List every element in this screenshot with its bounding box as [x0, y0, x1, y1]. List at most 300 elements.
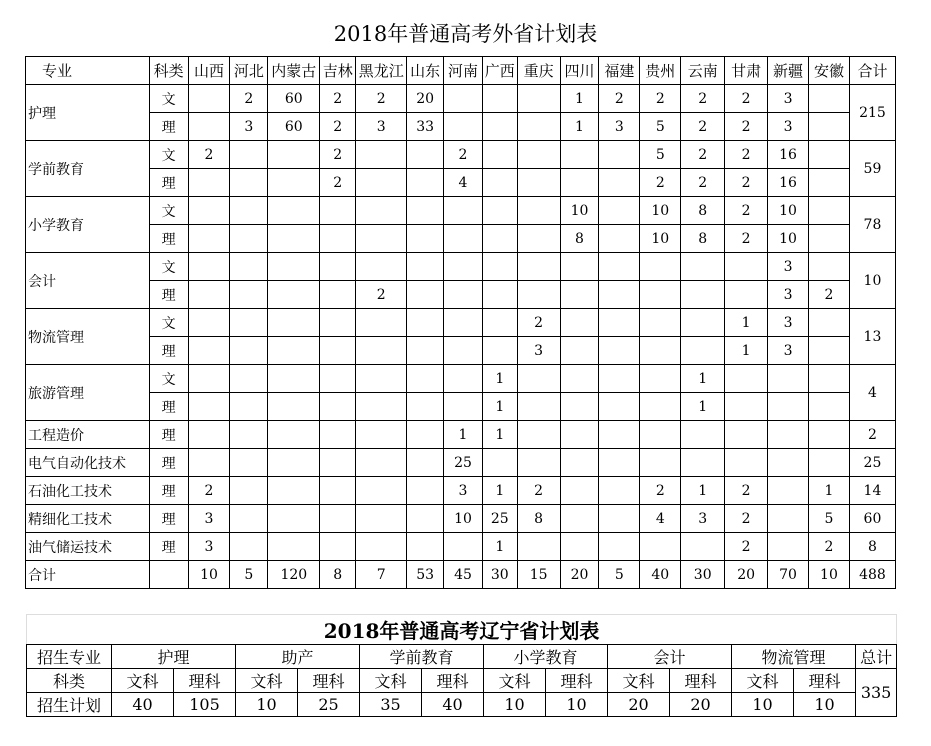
plan-cell	[407, 253, 444, 281]
plan-cell	[560, 505, 599, 533]
subject-type: 文科	[236, 669, 298, 693]
plan-cell	[230, 169, 268, 197]
plan-cell	[517, 169, 560, 197]
plan-cell	[560, 421, 599, 449]
major-header: 护理	[112, 645, 236, 669]
plan-cell: 25	[298, 693, 360, 717]
plan-cell: 2	[725, 477, 768, 505]
plan-cell	[640, 281, 681, 309]
sum-cell: 30	[681, 561, 725, 589]
plan-cell	[482, 449, 517, 477]
plan-cell	[517, 365, 560, 393]
plan-cell	[230, 281, 268, 309]
plan-cell: 10	[640, 225, 681, 253]
plan-cell: 10	[640, 197, 681, 225]
plan-cell	[640, 253, 681, 281]
plan-cell	[640, 449, 681, 477]
major-total: 2	[849, 421, 895, 449]
table-row	[26, 169, 896, 197]
plan-cell: 2	[725, 85, 768, 113]
plan-cell: 2	[320, 113, 356, 141]
plan-cell	[482, 113, 517, 141]
plan-cell: 35	[360, 693, 422, 717]
plan-cell: 8	[517, 505, 560, 533]
plan-cell	[356, 197, 407, 225]
plan-cell	[599, 281, 640, 309]
plan-cell	[320, 449, 356, 477]
subject-type: 理	[149, 477, 188, 505]
plan-cell: 33	[407, 113, 444, 141]
plan-cell: 2	[725, 533, 768, 561]
plan-cell	[725, 281, 768, 309]
header-row	[26, 57, 896, 85]
plan-cell	[517, 421, 560, 449]
subject-type: 文科	[732, 669, 794, 693]
plan-cell	[188, 393, 230, 421]
plan-cell: 60	[268, 85, 320, 113]
sum-cell: 7	[356, 561, 407, 589]
plan-cell	[356, 421, 407, 449]
plan-cell	[599, 533, 640, 561]
plan-cell: 8	[681, 197, 725, 225]
plan-cell	[188, 225, 230, 253]
plan-cell	[230, 477, 268, 505]
plan-cell: 1	[681, 365, 725, 393]
plan-cell	[407, 169, 444, 197]
plan-cell	[444, 225, 483, 253]
subject-type: 文	[149, 197, 188, 225]
plan-cell	[444, 533, 483, 561]
sum-cell: 30	[482, 561, 517, 589]
plan-cell	[560, 477, 599, 505]
plan-cell	[320, 337, 356, 365]
plan-cell	[268, 477, 320, 505]
plan-cell: 10	[732, 693, 794, 717]
plan-cell	[268, 337, 320, 365]
plan-cell	[268, 393, 320, 421]
plan-cell: 2	[188, 141, 230, 169]
out-of-province-plan-table	[25, 56, 896, 589]
table-row	[26, 113, 896, 141]
plan-cell: 20	[407, 85, 444, 113]
plan-cell	[560, 449, 599, 477]
plan-cell	[517, 533, 560, 561]
plan-cell	[188, 365, 230, 393]
plan-cell	[809, 169, 850, 197]
plan-cell	[640, 393, 681, 421]
subject-type: 理	[149, 393, 188, 421]
plan-cell	[320, 477, 356, 505]
header-cell: 贵州	[640, 57, 681, 85]
plan-cell	[640, 309, 681, 337]
plan-cell	[407, 197, 444, 225]
row-label: 招生计划	[27, 693, 112, 717]
subject-type: 理	[149, 421, 188, 449]
subject-type: 文科	[360, 669, 422, 693]
major-header: 小学教育	[484, 645, 608, 669]
sum-cell: 120	[268, 561, 320, 589]
plan-cell	[268, 197, 320, 225]
sum-cell: 5	[599, 561, 640, 589]
plan-cell	[768, 477, 809, 505]
plan-cell	[356, 533, 407, 561]
plan-cell: 2	[681, 85, 725, 113]
plan-cell	[681, 449, 725, 477]
plan-cell	[320, 393, 356, 421]
table-row	[26, 85, 896, 113]
plan-cell	[599, 505, 640, 533]
plan-cell: 10	[768, 225, 809, 253]
plan-cell	[599, 141, 640, 169]
sum-type-blank	[149, 561, 188, 589]
plan-cell	[809, 141, 850, 169]
plan-cell: 10	[560, 197, 599, 225]
table-row	[26, 337, 896, 365]
plan-cell	[230, 393, 268, 421]
major-total: 4	[849, 365, 895, 421]
plan-cell	[725, 421, 768, 449]
plan-cell	[230, 141, 268, 169]
plan-cell	[320, 281, 356, 309]
plan-cell	[560, 169, 599, 197]
plan-cell	[356, 365, 407, 393]
plan-cell: 1	[482, 365, 517, 393]
major-total: 10	[849, 253, 895, 309]
plan-cell: 2	[640, 85, 681, 113]
header-cell: 安徽	[809, 57, 850, 85]
plan-cell	[599, 253, 640, 281]
plan-cell	[188, 309, 230, 337]
plan-cell	[517, 197, 560, 225]
plan-cell	[230, 505, 268, 533]
plan-cell	[725, 449, 768, 477]
plan-cell	[482, 337, 517, 365]
plan-cell: 25	[482, 505, 517, 533]
plan-cell: 2	[725, 141, 768, 169]
plan-cell: 1	[482, 393, 517, 421]
plan-cell	[599, 169, 640, 197]
plan-cell: 2	[640, 477, 681, 505]
subject-type: 理	[149, 169, 188, 197]
plan-cell: 1	[560, 85, 599, 113]
plan-cell	[230, 309, 268, 337]
major-name: 物流管理	[26, 309, 150, 365]
liaoning-table-title: 2018年普通高考辽宁省计划表	[27, 615, 897, 645]
plan-cell: 2	[599, 85, 640, 113]
plan-cell	[768, 449, 809, 477]
plan-cell	[356, 225, 407, 253]
plan-cell	[407, 365, 444, 393]
header-cell: 科类	[149, 57, 188, 85]
plan-cell	[444, 113, 483, 141]
plan-cell	[681, 309, 725, 337]
plan-cell: 105	[174, 693, 236, 717]
major-name: 精细化工技术	[26, 505, 150, 533]
plan-cell	[320, 505, 356, 533]
header-cell: 黑龙江	[356, 57, 407, 85]
header-cell: 河南	[444, 57, 483, 85]
plan-cell	[444, 309, 483, 337]
plan-cell	[809, 309, 850, 337]
plan-cell	[482, 85, 517, 113]
plan-cell: 3	[599, 113, 640, 141]
plan-cell	[188, 253, 230, 281]
plan-cell: 2	[725, 505, 768, 533]
plan-cell	[560, 309, 599, 337]
plan-cell	[356, 141, 407, 169]
plan-cell: 10	[236, 693, 298, 717]
plan-cell	[230, 533, 268, 561]
page-title: 2018年普通高考外省计划表	[333, 22, 598, 46]
plan-cell	[230, 253, 268, 281]
plan-cell	[356, 449, 407, 477]
major-name: 护理	[26, 85, 150, 141]
plan-cell: 3	[768, 281, 809, 309]
plan-cell	[482, 169, 517, 197]
total-header: 总计	[856, 645, 897, 669]
plan-cell	[517, 393, 560, 421]
plan-cell	[230, 365, 268, 393]
table-row	[26, 477, 896, 505]
sum-cell: 5	[230, 561, 268, 589]
plan-cell: 40	[112, 693, 174, 717]
sum-cell: 20	[725, 561, 768, 589]
subject-type: 理科	[546, 669, 608, 693]
major-name: 会计	[26, 253, 150, 309]
subject-type: 理科	[298, 669, 360, 693]
plan-cell	[517, 449, 560, 477]
plan-cell: 4	[640, 505, 681, 533]
plan-cell	[560, 533, 599, 561]
plan-cell	[320, 253, 356, 281]
liaoning-plan-table	[26, 614, 897, 717]
subject-type: 理	[149, 113, 188, 141]
plan-cell: 2	[809, 533, 850, 561]
plan-cell: 3	[188, 533, 230, 561]
major-name: 电气自动化技术	[26, 449, 150, 477]
plan-cell	[482, 309, 517, 337]
plan-cell	[768, 365, 809, 393]
plan-cell	[725, 393, 768, 421]
plan-cell	[640, 365, 681, 393]
header-cell: 专业	[26, 57, 150, 85]
plan-cell: 60	[268, 113, 320, 141]
plan-cell	[407, 505, 444, 533]
plan-cell: 3	[681, 505, 725, 533]
subject-type: 理	[149, 225, 188, 253]
plan-cell	[407, 309, 444, 337]
table-row	[26, 393, 896, 421]
table-row	[26, 533, 896, 561]
plan-cell: 16	[768, 169, 809, 197]
plan-cell	[599, 449, 640, 477]
table-row	[26, 309, 896, 337]
plan-cell: 8	[681, 225, 725, 253]
plan-cell	[809, 253, 850, 281]
plan-cell: 2	[640, 169, 681, 197]
plan-cell: 3	[230, 113, 268, 141]
subject-type: 文科	[112, 669, 174, 693]
plan-cell: 1	[725, 337, 768, 365]
plan-cell: 2	[444, 141, 483, 169]
major-name: 工程造价	[26, 421, 150, 449]
plan-cell	[356, 169, 407, 197]
header-cell: 广西	[482, 57, 517, 85]
table-row	[26, 449, 896, 477]
plan-cell	[599, 197, 640, 225]
plan-cell	[517, 225, 560, 253]
plan-cell: 2	[517, 309, 560, 337]
plan-cell	[268, 309, 320, 337]
subject-type: 理	[149, 281, 188, 309]
subject-type: 理科	[174, 669, 236, 693]
plan-cell	[560, 337, 599, 365]
plan-cell: 2	[725, 225, 768, 253]
plan-cell	[809, 337, 850, 365]
plan-cell	[809, 365, 850, 393]
plan-cell	[599, 477, 640, 505]
plan-cell	[599, 225, 640, 253]
plan-cell	[188, 449, 230, 477]
plan-cell: 3	[356, 113, 407, 141]
subject-type: 理	[149, 337, 188, 365]
plan-cell: 10	[794, 693, 856, 717]
plan-cell: 3	[517, 337, 560, 365]
major-total: 78	[849, 197, 895, 253]
plan-cell	[320, 197, 356, 225]
plan-cell	[768, 421, 809, 449]
plan-cell	[768, 505, 809, 533]
plan-cell: 2	[725, 169, 768, 197]
plan-cell	[407, 281, 444, 309]
plan-cell	[230, 449, 268, 477]
plan-cell	[482, 253, 517, 281]
subject-type: 文	[149, 309, 188, 337]
table-row	[26, 225, 896, 253]
plan-cell	[188, 337, 230, 365]
plan-cell	[444, 197, 483, 225]
plan-cell: 5	[809, 505, 850, 533]
plan-cell	[517, 141, 560, 169]
plan-cell	[640, 421, 681, 449]
plan-cell	[444, 281, 483, 309]
plan-cell	[188, 197, 230, 225]
plan-cell	[809, 225, 850, 253]
plan-cell	[188, 113, 230, 141]
plan-cell	[809, 85, 850, 113]
subject-type: 理科	[670, 669, 732, 693]
plan-cell	[444, 337, 483, 365]
header-cell: 新疆	[768, 57, 809, 85]
plan-cell: 20	[608, 693, 670, 717]
plan-cell	[320, 533, 356, 561]
plan-cell: 2	[809, 281, 850, 309]
plan-cell: 3	[768, 309, 809, 337]
plan-cell: 5	[640, 113, 681, 141]
plan-cell: 10	[484, 693, 546, 717]
header-cell: 山东	[407, 57, 444, 85]
plan-cell	[482, 281, 517, 309]
plan-cell	[320, 365, 356, 393]
plan-cell	[444, 393, 483, 421]
plan-cell	[356, 477, 407, 505]
plan-cell	[444, 85, 483, 113]
plan-cell: 2	[320, 141, 356, 169]
plan-cell	[268, 281, 320, 309]
header-cell: 甘肃	[725, 57, 768, 85]
plan-cell: 1	[482, 477, 517, 505]
subject-type: 文	[149, 365, 188, 393]
major-name: 小学教育	[26, 197, 150, 253]
plan-cell	[725, 365, 768, 393]
plan-cell	[268, 253, 320, 281]
plan-cell	[407, 393, 444, 421]
major-name: 油气储运技术	[26, 533, 150, 561]
row-label: 科类	[27, 669, 112, 693]
plan-cell	[482, 197, 517, 225]
plan-cell: 25	[444, 449, 483, 477]
plan-cell: 3	[768, 113, 809, 141]
plan-cell	[356, 253, 407, 281]
sum-cell: 10	[809, 561, 850, 589]
plan-cell	[681, 337, 725, 365]
subject-type: 文科	[484, 669, 546, 693]
plan-cell	[681, 533, 725, 561]
plan-cell	[230, 197, 268, 225]
plan-cell	[268, 533, 320, 561]
plan-cell	[560, 281, 599, 309]
subject-type: 理	[149, 533, 188, 561]
plan-cell: 1	[681, 393, 725, 421]
table-row	[26, 365, 896, 393]
plan-cell: 2	[356, 85, 407, 113]
major-total: 14	[849, 477, 895, 505]
plan-cell	[444, 365, 483, 393]
major-header: 会计	[608, 645, 732, 669]
plan-cell	[640, 337, 681, 365]
plan-cell: 2	[356, 281, 407, 309]
plan-cell	[681, 253, 725, 281]
plan-cell	[230, 337, 268, 365]
plan-cell	[725, 253, 768, 281]
table-row	[27, 693, 897, 717]
subject-type: 理科	[422, 669, 484, 693]
plan-cell: 2	[320, 85, 356, 113]
major-total: 59	[849, 141, 895, 197]
plan-cell	[268, 141, 320, 169]
plan-cell	[599, 337, 640, 365]
plan-cell	[517, 113, 560, 141]
table-row	[26, 197, 896, 225]
plan-cell	[230, 421, 268, 449]
plan-cell: 3	[188, 505, 230, 533]
sum-cell: 20	[560, 561, 599, 589]
plan-cell: 5	[640, 141, 681, 169]
plan-cell: 2	[320, 169, 356, 197]
plan-cell: 1	[444, 421, 483, 449]
major-total: 215	[849, 85, 895, 141]
plan-cell: 2	[517, 477, 560, 505]
plan-cell: 2	[188, 477, 230, 505]
plan-cell	[681, 281, 725, 309]
plan-cell	[268, 365, 320, 393]
plan-cell: 4	[444, 169, 483, 197]
plan-cell	[809, 113, 850, 141]
major-header: 学前教育	[360, 645, 484, 669]
plan-cell	[268, 505, 320, 533]
plan-cell	[268, 421, 320, 449]
plan-cell	[320, 309, 356, 337]
